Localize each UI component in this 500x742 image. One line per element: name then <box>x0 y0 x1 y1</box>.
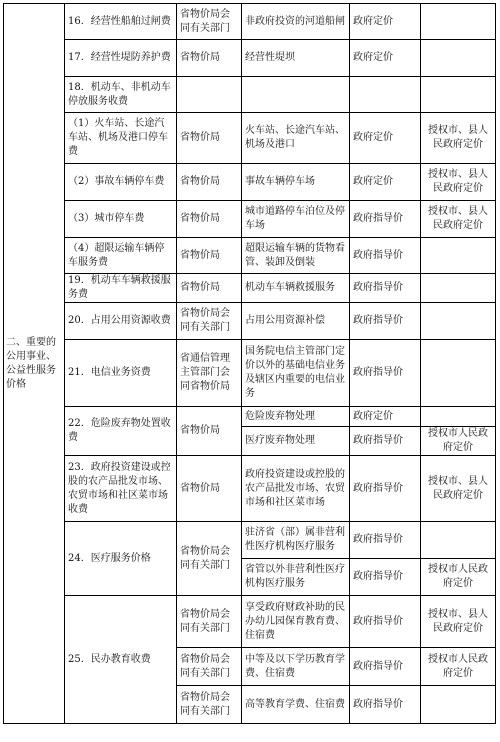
pricing-scope: 危险废弃物处理 <box>242 407 350 427</box>
pricing-department: 省物价局 <box>177 201 242 238</box>
pricing-department: 省物价局会同有关部门 <box>177 686 242 724</box>
pricing-department: 省物价局 <box>177 274 242 303</box>
pricing-scope: 政府投资建设或控股的农产品批发市场、农贸市场和社区菜市场 <box>242 456 350 522</box>
table-row <box>4 522 496 559</box>
authorization-note <box>421 238 496 274</box>
pricing-form: 政府指导价 <box>350 238 421 274</box>
authorization-note <box>421 4 496 40</box>
authorization-note <box>421 407 496 427</box>
pricing-scope <box>242 77 350 113</box>
table-row <box>4 456 496 522</box>
pricing-form: 政府定价 <box>350 113 421 164</box>
pricing-form: 政府指导价 <box>350 340 421 407</box>
price-catalog-page <box>3 3 496 724</box>
pricing-department: 省通信管理主管部门会同省物价局 <box>177 340 242 407</box>
authorization-note <box>421 522 496 559</box>
pricing-scope: 医疗废弃物处理 <box>242 427 350 456</box>
item-name: （2）事故车辆停车费 <box>65 164 177 201</box>
pricing-scope: 省管以外非营利性医疗机构医疗服务 <box>242 559 350 596</box>
pricing-form: 政府指导价 <box>350 596 421 648</box>
pricing-form: 政府指导价 <box>350 559 421 596</box>
pricing-form: 政府定价 <box>350 40 421 77</box>
authorization-note: 授权市、县人民政府定价 <box>421 201 496 238</box>
pricing-scope: 火车站、长途汽车站、机场及港口 <box>242 113 350 164</box>
pricing-form: 政府指导价 <box>350 648 421 686</box>
pricing-department: 省物价局 <box>177 238 242 274</box>
table-row <box>4 274 496 303</box>
item-name: 24．医疗服务价格 <box>65 522 177 596</box>
table-row <box>4 164 496 201</box>
price-catalog-table <box>3 3 496 724</box>
item-name: 19．机动车车辆救援服务费 <box>65 274 177 303</box>
pricing-department: 省物价局 <box>177 164 242 201</box>
pricing-scope: 机动车车辆救援服务 <box>242 274 350 303</box>
authorization-note: 授权市人民政府定价 <box>421 559 496 596</box>
table-row <box>4 77 496 113</box>
pricing-department: 省物价局会同有关部门 <box>177 648 242 686</box>
authorization-note <box>421 686 496 724</box>
item-name: 16．经营性船舶过闸费 <box>65 4 177 40</box>
pricing-form: 政府定价 <box>350 407 421 427</box>
category-label: 二、重要的公用事业、公益性服务价格 <box>4 4 65 724</box>
pricing-form: 政府定价 <box>350 4 421 40</box>
table-row <box>4 113 496 164</box>
pricing-scope: 经营性堤坝 <box>242 40 350 77</box>
item-name: 22．危险废弃物处置收费 <box>65 407 177 456</box>
authorization-note: 授权市人民政府定价 <box>421 648 496 686</box>
pricing-department: 省物价局会同有关部门 <box>177 596 242 648</box>
table-row <box>4 596 496 648</box>
table-row <box>4 201 496 238</box>
item-name: 25．民办教育收费 <box>65 596 177 724</box>
pricing-scope: 驻济省（部）属非营利性医疗机构医疗服务 <box>242 522 350 559</box>
pricing-form <box>350 77 421 113</box>
pricing-form: 政府指导价 <box>350 456 421 522</box>
item-name: （4）超限运输车辆停车服务费 <box>65 238 177 274</box>
authorization-note <box>421 77 496 113</box>
pricing-department: 省物价局会同有关部门 <box>177 522 242 596</box>
pricing-scope: 非政府投资的河道船闸 <box>242 4 350 40</box>
authorization-note <box>421 303 496 340</box>
authorization-note: 授权市、县人民政府定价 <box>421 456 496 522</box>
pricing-form: 政府指导价 <box>350 427 421 456</box>
authorization-note: 授权市人民政府定价 <box>421 427 496 456</box>
pricing-department: 省物价局 <box>177 456 242 522</box>
table-row <box>4 40 496 77</box>
table-row <box>4 340 496 407</box>
item-name: （1）火车站、长途汽车站、机场及港口停车费 <box>65 113 177 164</box>
table-row <box>4 303 496 340</box>
authorization-note: 授权市、县人民政府定价 <box>421 113 496 164</box>
authorization-note: 授权市、县人民政府定价 <box>421 164 496 201</box>
pricing-scope: 事故车辆停车场 <box>242 164 350 201</box>
pricing-department: 省物价局 <box>177 113 242 164</box>
pricing-scope: 城市道路停车泊位及停车场 <box>242 201 350 238</box>
pricing-scope: 超限运输车辆的货物看管、装卸及倒装 <box>242 238 350 274</box>
pricing-scope: 中等及以下学历教育学费、住宿费 <box>242 648 350 686</box>
pricing-scope: 占用公用资源补偿 <box>242 303 350 340</box>
authorization-note <box>421 274 496 303</box>
table-row <box>4 238 496 274</box>
pricing-form: 政府指导价 <box>350 303 421 340</box>
authorization-note <box>421 340 496 407</box>
item-name: 23．政府投资建设或控股的农产品批发市场、农贸市场和社区菜市场收费 <box>65 456 177 522</box>
pricing-department: 省物价局会同有关部门 <box>177 4 242 40</box>
pricing-scope: 享受政府财政补助的民办幼儿园保育教育费、住宿费 <box>242 596 350 648</box>
pricing-form: 政府指导价 <box>350 201 421 238</box>
pricing-department: 省物价局会同有关部门 <box>177 303 242 340</box>
item-name: 18．机动车、非机动车停放服务收费 <box>65 77 177 113</box>
item-name: 17．经营性堤防养护费 <box>65 40 177 77</box>
table-row <box>4 4 496 40</box>
pricing-form: 政府指导价 <box>350 274 421 303</box>
item-name: 21．电信业务资费 <box>65 340 177 407</box>
pricing-scope: 高等教育学费、住宿费 <box>242 686 350 724</box>
pricing-form: 政府指导价 <box>350 522 421 559</box>
authorization-note <box>421 40 496 77</box>
pricing-department: 省物价局 <box>177 407 242 456</box>
item-name: （3）城市停车费 <box>65 201 177 238</box>
pricing-form: 政府指导价 <box>350 686 421 724</box>
authorization-note: 授权市、县人民政府定价 <box>421 596 496 648</box>
table-row <box>4 407 496 427</box>
pricing-department <box>177 77 242 113</box>
pricing-form: 政府定价 <box>350 164 421 201</box>
item-name: 20．占用公用资源收费 <box>65 303 177 340</box>
pricing-department: 省物价局 <box>177 40 242 77</box>
pricing-scope: 国务院电信主管部门定价以外的基础电信业务及辖区内重要的电信业务 <box>242 340 350 407</box>
